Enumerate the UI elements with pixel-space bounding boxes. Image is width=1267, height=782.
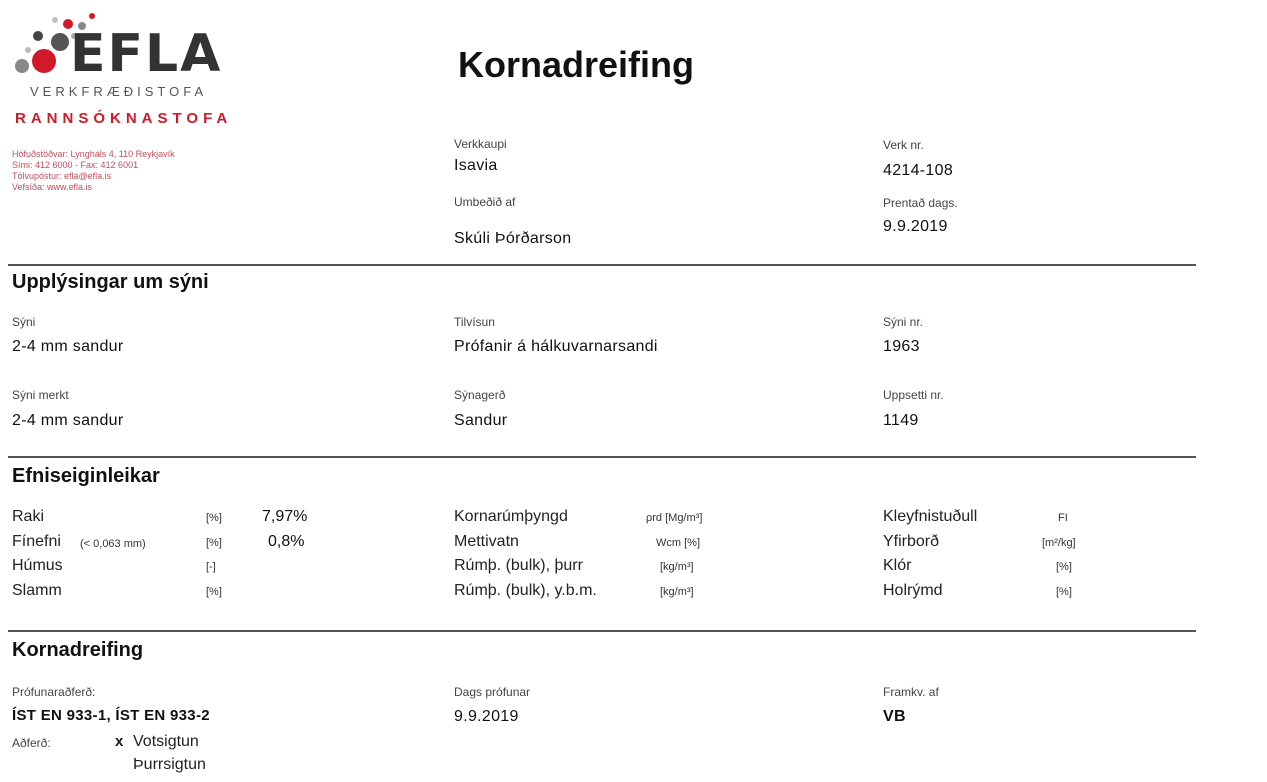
company-address (12, 149, 175, 193)
property-name: Holrýmd (883, 582, 943, 599)
setup-value: 1149 (883, 412, 919, 429)
property-unit: [-] (206, 561, 216, 573)
property-name: Klór (883, 557, 912, 574)
property-unit: [kg/m³] (660, 586, 694, 598)
wet-sieving-checkbox[interactable]: x (115, 733, 124, 750)
property-name: Kornarúmþyngd (454, 508, 568, 525)
property-unit: [%] (206, 512, 222, 524)
property-unit: FI (1058, 512, 1068, 524)
property-note: (< 0,063 mm) (80, 538, 146, 550)
grading-section-heading: Kornadreifing (12, 639, 144, 661)
property-name: Kleyfnistuðull (883, 508, 978, 525)
job-value: 4214-108 (883, 162, 954, 179)
wet-sieving-option: Votsigtun (133, 733, 199, 750)
property-name: Slamm (12, 582, 62, 599)
client-value: Isavia (454, 157, 498, 174)
property-name: Mettivatn (454, 533, 519, 550)
reference-value: Prófanir á hálkuvarnarsandi (454, 338, 658, 355)
approach-label: Aðferð: (12, 736, 51, 750)
address-line: Sími: 412 6000 - Fax: 412 6001 (12, 160, 139, 170)
sample-no-value: 1963 (883, 338, 920, 355)
test-date-value: 9.9.2019 (454, 708, 519, 725)
section-divider (8, 264, 1196, 266)
client-label: Verkkaupi (454, 137, 507, 151)
printed-label: Prentað dags. (883, 196, 958, 210)
setup-label: Uppsetti nr. (883, 388, 944, 402)
reference-label: Tilvísun (454, 315, 495, 329)
property-unit: Wcm [%] (656, 537, 700, 549)
property-name: Rúmþ. (bulk), y.b.m. (454, 582, 597, 599)
logo-subtitle: VERKFRÆÐISTOFA (30, 84, 208, 99)
property-name: Raki (12, 508, 45, 525)
requested-value: Skúli Þórðarson (454, 230, 572, 247)
property-unit: [%] (206, 586, 222, 598)
marked-label: Sýni merkt (12, 388, 69, 402)
material-section-heading: Efniseiginleikar (12, 465, 160, 487)
address-line: Höfuðstöðvar: Lyngháls 4, 110 Reykjavík (12, 149, 175, 159)
method-value: ÍST EN 933-1, ÍST EN 933-2 (12, 707, 210, 724)
requested-label: Umbeðið af (454, 195, 516, 209)
property-name: Húmus (12, 557, 63, 574)
sample-label: Sýni (12, 315, 36, 329)
sample-value: 2-4 mm sandur (12, 338, 124, 355)
property-value: 7,97% (262, 508, 308, 525)
section-divider (8, 456, 1196, 458)
performed-by-label: Framkv. af (883, 685, 939, 699)
property-unit: [%] (206, 537, 222, 549)
marked-value: 2-4 mm sandur (12, 412, 124, 429)
job-label: Verk nr. (883, 138, 924, 152)
address-line: Tölvupóstur: efla@efla.is (12, 171, 112, 181)
test-date-label: Dags prófunar (454, 685, 531, 699)
section-divider (8, 630, 1196, 632)
property-unit: [%] (1056, 586, 1072, 598)
address-line: Vefsíða: www.efla.is (12, 182, 93, 192)
method-label: Prófunaraðferð: (12, 685, 96, 699)
printed-value: 9.9.2019 (883, 218, 948, 235)
performed-by-value: VB (883, 708, 906, 725)
property-name: Fínefni (12, 533, 61, 550)
sample-section-heading: Upplýsingar um sýni (12, 271, 209, 293)
property-unit: [kg/m³] (660, 561, 694, 573)
property-name: Yfirborð (883, 533, 940, 550)
property-value: 0,8% (268, 533, 305, 550)
logo-lab-name: RANNSÓKNASTOFA (15, 110, 233, 127)
sample-no-label: Sýni nr. (883, 315, 924, 329)
logo-wordmark: EFLA (70, 24, 223, 84)
dry-sieving-option: Þurrsigtun (133, 756, 206, 773)
property-unit: ρrd [Mg/m³] (646, 512, 703, 524)
property-unit: [m²/kg] (1042, 537, 1076, 549)
type-label: Sýnagerð (454, 388, 506, 402)
property-name: Rúmþ. (bulk), þurr (454, 557, 583, 574)
property-unit: [%] (1056, 561, 1072, 573)
page-title: Kornadreifing (458, 44, 695, 85)
type-value: Sandur (454, 412, 508, 429)
